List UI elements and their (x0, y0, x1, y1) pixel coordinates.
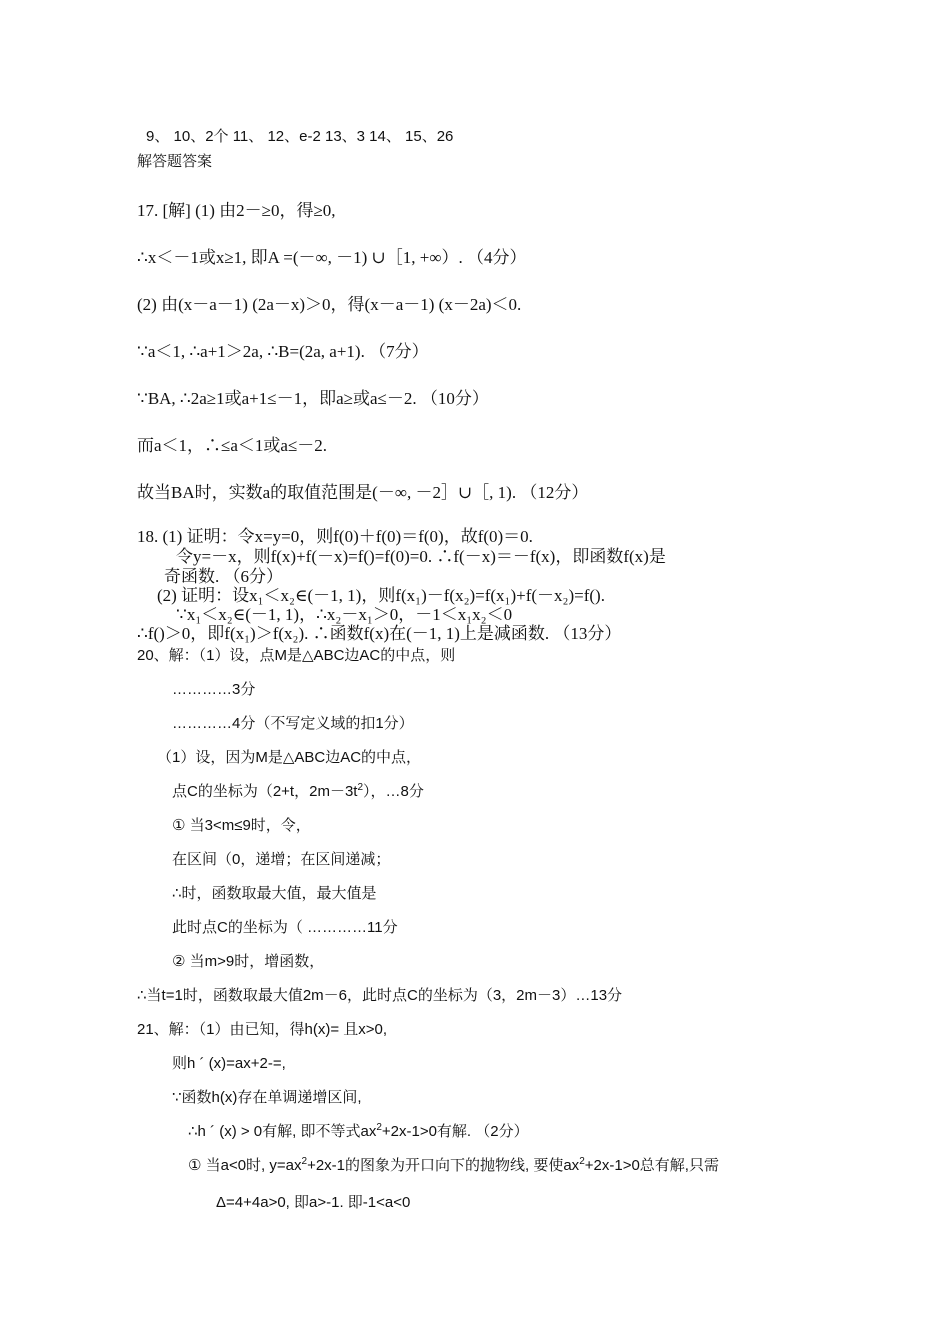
q17-line-2: ∴x＜－1或x≥1, 即A =(－∞, －1) ∪［1, +∞）. （4分） (137, 248, 527, 267)
q21-line-6: Δ=4+4a>0, 即a>-1. 即-1<a<0 (216, 1194, 411, 1211)
q20-line-3: …………4分（不写定义域的扣1分） (172, 715, 414, 732)
q20-line-4: （1）设，因为M是△ABC边AC的中点， (157, 749, 422, 766)
q20-line-10: ② 当m>9时，增函数， (172, 953, 325, 970)
q20-line-2: …………3分 (172, 681, 256, 698)
q17-line-7: 故当BA时，实数a的取值范围是(－∞, －2］∪［, 1). （12分） (137, 483, 589, 502)
q21-line-3: ∵函数h(x)存在单调递增区间, (172, 1089, 362, 1106)
q20-line-7: 在区间（0，递增；在区间递减； (172, 851, 391, 868)
q18-line-1: 18. (1) 证明：令x=y=0，则f(0)＋f(0)＝f(0)，故f(0)＝0. (137, 527, 533, 546)
q17-line-4: ∵a＜1, ∴a+1＞2a, ∴B=(2a, a+1). （7分） (137, 342, 429, 361)
q20-line-9: 此时点C的坐标为（ …………11分 (172, 919, 398, 936)
q21-line-5-text-a: ① 当a<0时, y=ax (188, 1157, 302, 1174)
q18-line-4: (2) 证明：设x₁＜x₂∈(－1, 1)，则f(x₁)－f(x₂)=f(x₁)+f(－x₂)=f(). (157, 586, 605, 605)
q17-line-3: (2) 由(x－a－1) (2a－x)＞0，得(x－a－1) (x－2a)＜0. (137, 295, 522, 314)
q18-line-5: ∵x₁＜x₂∈(－1, 1)，∴x₂－x₁＞0，－1＜x₁x₂＜0 (176, 605, 513, 624)
q20-line-5-text-b: ），…8分 (363, 783, 424, 800)
q20-line-8: ∴时，函数取最大值，最大值是 (172, 885, 377, 902)
q21-line-4 (188, 1124, 529, 1139)
q21-line-1: 21、解：（1）由已知，得h(x)= 且x>0, (137, 1021, 388, 1038)
q20-line-6: ① 当3<m≤9时，令， (172, 817, 311, 834)
q21-line-4-exponent: 2 (376, 1122, 382, 1133)
fill-in-answers-line: 9、 10、2个 11、 12、e-2 13、3 14、 15、26 (146, 128, 454, 145)
q21-line-2: 则h ´ (x)=ax+2-=, (172, 1055, 286, 1072)
q18-line-6: ∴f()＞0，即f(x₁)＞f(x₂). ∴函数f(x)在(－1, 1)上是减函数. （13分） (137, 624, 622, 643)
q21-line-5 (188, 1158, 719, 1173)
q21-line-5-text-b: +2x-1的图象为开口向下的抛物线, 要使ax (307, 1157, 580, 1174)
q21-line-5-text-c: +2x-1>0总有解,只需 (584, 1157, 719, 1174)
q21-line-4-text-b: +2x-1>0有解. （2分） (381, 1123, 529, 1140)
q20-line-1: 20、解：（1）设，点M是△ABC边AC的中点，则 (137, 647, 456, 664)
q18-line-3: 奇函数. （6分） (164, 567, 283, 586)
q18-line-2: 令y=－x，则f(x)+f(－x)=f()=f(0)=0. ∴f(－x)＝－f(x)，即函数f(x)是 (176, 547, 666, 566)
q17-line-5: ∵BA, ∴2a≥1或a+1≤－1，即a≥或a≤－2. （10分） (137, 389, 489, 408)
q20-line-5-text-a: 点C的坐标为（2+t，2m－3t (172, 783, 358, 800)
q21-line-5-exponent-1: 2 (301, 1156, 308, 1167)
section-title: 解答题答案 (137, 153, 213, 170)
q20-line-5-exponent: 2 (357, 782, 364, 793)
q20-line-5 (172, 784, 424, 799)
q21-line-4-text-a: ∴h ´ (x) > 0有解, 即不等式ax (188, 1123, 377, 1140)
q17-line-6: 而a＜1，∴≤a＜1或a≤－2. (137, 436, 328, 455)
q21-line-5-exponent-2: 2 (579, 1156, 585, 1167)
q17-line-1: 17. [解] (1) 由2－≥0，得≥0, (137, 201, 336, 220)
q20-line-11: ∴当t=1时，函数取最大值2m－6，此时点C的坐标为（3，2m－3）…13分 (137, 987, 623, 1004)
